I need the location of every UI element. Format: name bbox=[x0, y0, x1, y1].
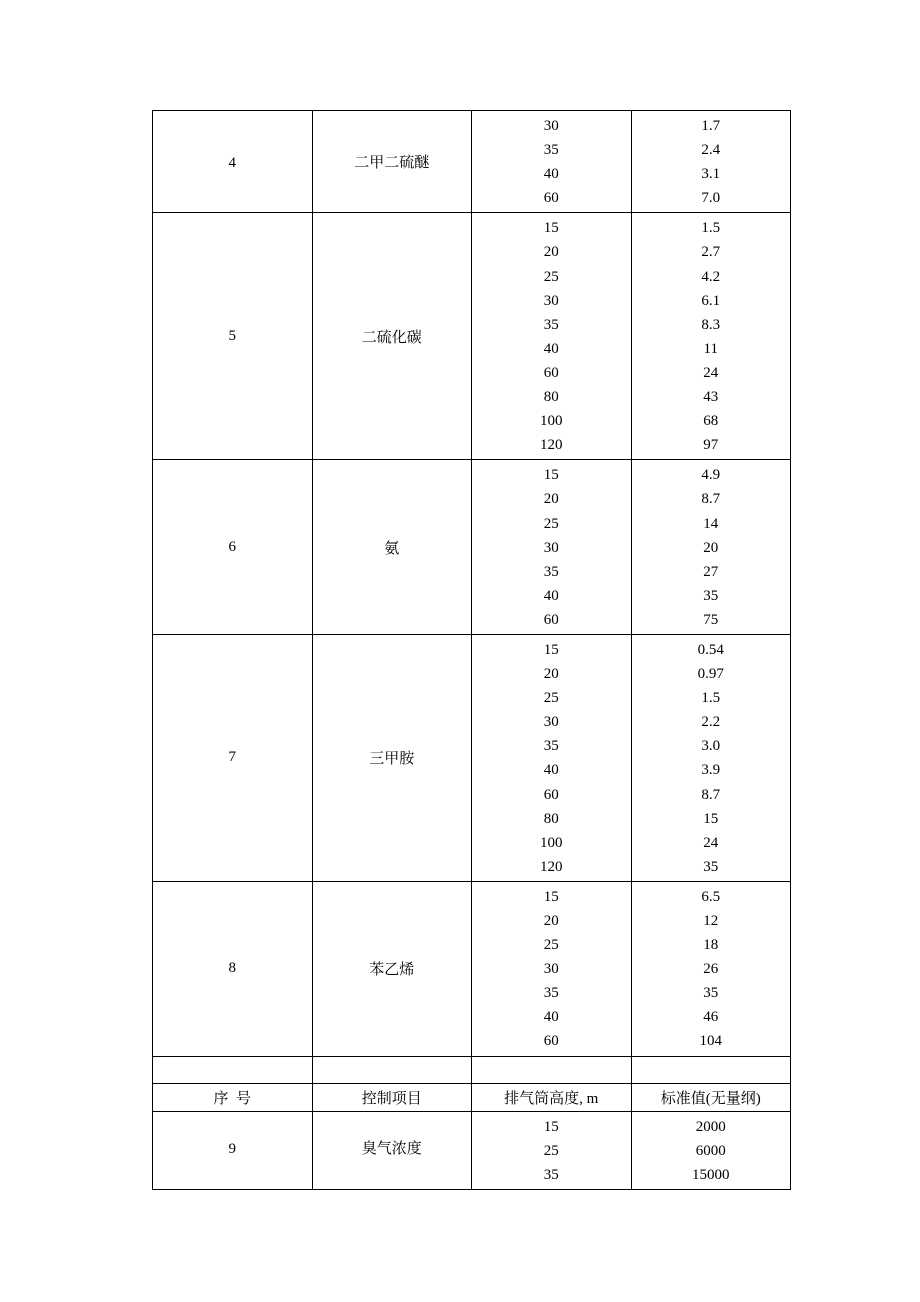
control-item-name: 二硫化碳 bbox=[361, 329, 422, 346]
control-item-cell bbox=[312, 460, 472, 635]
stack-height-cell-item: 80 bbox=[543, 810, 559, 827]
stack-height-cell-item: 20 bbox=[543, 666, 559, 683]
serial-number-cell bbox=[153, 1111, 313, 1189]
stack-height-cell-item: 100 bbox=[540, 834, 563, 851]
stack-height-cell-item: 30 bbox=[543, 118, 559, 134]
standard-value-cell-item: 15000 bbox=[692, 1166, 730, 1183]
stack-height-cell-list bbox=[472, 1112, 631, 1189]
stack-height-cell-item: 25 bbox=[543, 268, 559, 285]
standard-value-cell-item: 6.1 bbox=[701, 292, 721, 309]
stack-height-cell bbox=[472, 460, 632, 635]
standard-value-cell-item: 24 bbox=[703, 834, 719, 851]
stack-height-cell-item: 20 bbox=[543, 913, 559, 929]
standard-value-cell-item: 35 bbox=[703, 985, 719, 1002]
stack-height-cell-item: 35 bbox=[543, 985, 559, 1002]
standard-value-cell-item: 14 bbox=[703, 515, 719, 532]
control-item-cell bbox=[312, 881, 472, 1056]
serial-number-cell bbox=[153, 460, 313, 635]
standard-value-cell-list bbox=[632, 460, 791, 634]
stack-height-cell-item: 35 bbox=[543, 563, 559, 580]
stack-height-cell bbox=[472, 634, 632, 881]
stack-height-cell-item: 60 bbox=[543, 190, 559, 207]
standard-value-cell bbox=[631, 111, 791, 213]
blank-row bbox=[153, 1056, 791, 1083]
header-cell-col2 bbox=[312, 1083, 472, 1111]
blank-cell bbox=[312, 1056, 472, 1083]
stack-height-cell-item: 35 bbox=[543, 316, 559, 333]
standard-value-cell-item: 8.3 bbox=[701, 316, 721, 333]
header-label: 序 号 bbox=[213, 1090, 251, 1107]
standard-value-cell-item: 104 bbox=[699, 1033, 722, 1050]
serial-number-cell bbox=[153, 111, 313, 213]
header-label: 排气筒高度, m bbox=[504, 1090, 599, 1107]
serial-number: 4 bbox=[228, 155, 236, 172]
stack-height-cell-list bbox=[472, 882, 631, 1056]
standard-value-cell-item: 46 bbox=[703, 1009, 719, 1026]
stack-height-cell-item: 60 bbox=[543, 611, 559, 628]
serial-number: 8 bbox=[228, 960, 236, 977]
standard-value-cell-item: 75 bbox=[703, 611, 719, 628]
standard-value-cell-item: 1.7 bbox=[701, 118, 721, 134]
standard-value-cell-item: 4.2 bbox=[701, 268, 721, 285]
stack-height-cell-item: 60 bbox=[543, 1033, 559, 1050]
table-row bbox=[153, 1111, 791, 1189]
stack-height-cell-item: 40 bbox=[543, 587, 559, 604]
serial-number-cell bbox=[153, 881, 313, 1056]
header-row bbox=[153, 1083, 791, 1111]
standard-value-cell-item: 2.4 bbox=[701, 142, 721, 159]
stack-height-cell bbox=[472, 111, 632, 213]
control-item-name: 三甲胺 bbox=[369, 751, 415, 768]
stack-height-cell-item: 25 bbox=[543, 690, 559, 707]
table-row bbox=[153, 634, 791, 881]
standard-value-cell-item: 2.7 bbox=[701, 244, 721, 261]
stack-height-cell-item: 25 bbox=[543, 937, 559, 954]
header-cell-col3 bbox=[472, 1083, 632, 1111]
standard-value-cell-item: 6.5 bbox=[701, 888, 721, 905]
standard-value-cell-item: 26 bbox=[703, 961, 719, 978]
stack-height-cell-list bbox=[472, 460, 631, 634]
standard-value-cell-list bbox=[632, 111, 791, 212]
standard-value-cell-item: 20 bbox=[703, 539, 719, 556]
blank-cell bbox=[153, 1056, 313, 1083]
control-item-cell bbox=[312, 213, 472, 460]
stack-height-cell-item: 35 bbox=[543, 142, 559, 159]
stack-height-cell-item: 25 bbox=[543, 515, 559, 532]
control-item-cell bbox=[312, 111, 472, 213]
stack-height-cell-item: 15 bbox=[543, 467, 559, 484]
standard-value-cell-item: 35 bbox=[703, 858, 719, 875]
standard-value-cell-item: 7.0 bbox=[701, 190, 721, 207]
control-item-name: 臭气浓度 bbox=[361, 1141, 422, 1158]
table-body bbox=[153, 111, 791, 1190]
control-item-cell bbox=[312, 1111, 472, 1189]
standard-value-cell-item: 0.54 bbox=[697, 641, 724, 658]
standard-value-cell bbox=[631, 634, 791, 881]
standard-value-cell-item: 3.0 bbox=[701, 738, 721, 755]
stack-height-cell-list bbox=[472, 213, 631, 459]
stack-height-cell-item: 30 bbox=[543, 292, 559, 309]
stack-height-cell-item: 35 bbox=[543, 738, 559, 755]
stack-height-cell-item: 100 bbox=[540, 413, 563, 430]
control-item-name: 氨 bbox=[384, 540, 400, 557]
blank-cell bbox=[631, 1056, 791, 1083]
stack-height-cell-item: 80 bbox=[543, 389, 559, 406]
stack-height-cell bbox=[472, 1111, 632, 1189]
stack-height-cell-item: 40 bbox=[543, 762, 559, 779]
stack-height-cell-list bbox=[472, 111, 631, 212]
standard-value-cell-item: 6000 bbox=[695, 1142, 726, 1159]
stack-height-cell-item: 15 bbox=[543, 1118, 559, 1135]
table-row bbox=[153, 111, 791, 213]
standard-value-cell-item: 97 bbox=[703, 437, 719, 454]
serial-number: 7 bbox=[228, 749, 236, 766]
blank-cell bbox=[472, 1056, 632, 1083]
standard-value-cell-item: 1.5 bbox=[701, 220, 721, 237]
table-row bbox=[153, 460, 791, 635]
standard-value-cell-item: 8.7 bbox=[701, 786, 721, 803]
stack-height-cell bbox=[472, 881, 632, 1056]
standard-value-cell-item: 43 bbox=[703, 389, 719, 406]
serial-number: 9 bbox=[228, 1141, 236, 1158]
stack-height-cell-item: 30 bbox=[543, 539, 559, 556]
standard-value-cell-item: 3.1 bbox=[701, 166, 721, 183]
header-cell-col1 bbox=[153, 1083, 313, 1111]
stack-height-cell-item: 20 bbox=[543, 491, 559, 508]
emission-standards-table bbox=[152, 110, 791, 1190]
serial-number-cell bbox=[153, 213, 313, 460]
serial-number: 6 bbox=[228, 538, 236, 555]
standard-value-cell-item: 3.9 bbox=[701, 762, 721, 779]
stack-height-cell bbox=[472, 213, 632, 460]
stack-height-cell-item: 30 bbox=[543, 961, 559, 978]
stack-height-cell-item: 20 bbox=[543, 244, 559, 261]
stack-height-cell-item: 25 bbox=[543, 1142, 559, 1159]
standard-value-cell-item: 2000 bbox=[695, 1118, 726, 1135]
standard-value-cell bbox=[631, 213, 791, 460]
standard-value-cell-item: 35 bbox=[703, 587, 719, 604]
standard-value-cell-item: 8.7 bbox=[701, 491, 721, 508]
standard-value-cell bbox=[631, 1111, 791, 1189]
standard-value-cell-item: 4.9 bbox=[701, 467, 721, 484]
standard-value-cell-item: 2.2 bbox=[701, 714, 721, 731]
header-cell-col4 bbox=[631, 1083, 791, 1111]
header-label: 控制项目 bbox=[361, 1090, 422, 1107]
standard-value-cell-item: 12 bbox=[703, 913, 719, 929]
standard-value-cell-list bbox=[632, 213, 791, 459]
standard-value-cell-list bbox=[632, 635, 791, 881]
standard-value-cell-item: 11 bbox=[703, 340, 718, 357]
stack-height-cell-item: 15 bbox=[543, 220, 559, 237]
stack-height-cell-item: 40 bbox=[543, 166, 559, 183]
standard-value-cell-item: 68 bbox=[703, 413, 719, 430]
stack-height-cell-item: 15 bbox=[543, 888, 559, 905]
standard-value-cell-list bbox=[632, 882, 791, 1056]
stack-height-cell-item: 60 bbox=[543, 786, 559, 803]
stack-height-cell-item: 15 bbox=[543, 641, 559, 658]
standard-value-cell bbox=[631, 881, 791, 1056]
standard-value-cell-item: 0.97 bbox=[697, 666, 724, 683]
stack-height-cell-item: 40 bbox=[543, 1009, 559, 1026]
control-item-name: 二甲二硫醚 bbox=[354, 155, 430, 172]
control-item-name: 苯乙烯 bbox=[369, 962, 415, 979]
standard-value-cell bbox=[631, 460, 791, 635]
standard-value-cell-item: 15 bbox=[703, 810, 719, 827]
stack-height-cell-item: 40 bbox=[543, 340, 559, 357]
standard-value-cell-item: 1.5 bbox=[701, 690, 721, 707]
table-row bbox=[153, 213, 791, 460]
control-item-cell bbox=[312, 634, 472, 881]
stack-height-cell-item: 120 bbox=[540, 858, 563, 875]
standard-value-cell-item: 18 bbox=[703, 937, 719, 954]
standard-value-cell-item: 24 bbox=[703, 364, 719, 381]
standard-value-cell-item: 27 bbox=[703, 563, 719, 580]
stack-height-cell-item: 35 bbox=[543, 1166, 559, 1183]
serial-number-cell bbox=[153, 634, 313, 881]
stack-height-cell-list bbox=[472, 635, 631, 881]
table-row bbox=[153, 881, 791, 1056]
stack-height-cell-item: 60 bbox=[543, 364, 559, 381]
stack-height-cell-item: 120 bbox=[540, 437, 563, 454]
header-label: 标准值(无量纲) bbox=[660, 1090, 761, 1107]
serial-number: 5 bbox=[228, 327, 236, 344]
stack-height-cell-item: 30 bbox=[543, 714, 559, 731]
standard-value-cell-list bbox=[632, 1112, 791, 1189]
